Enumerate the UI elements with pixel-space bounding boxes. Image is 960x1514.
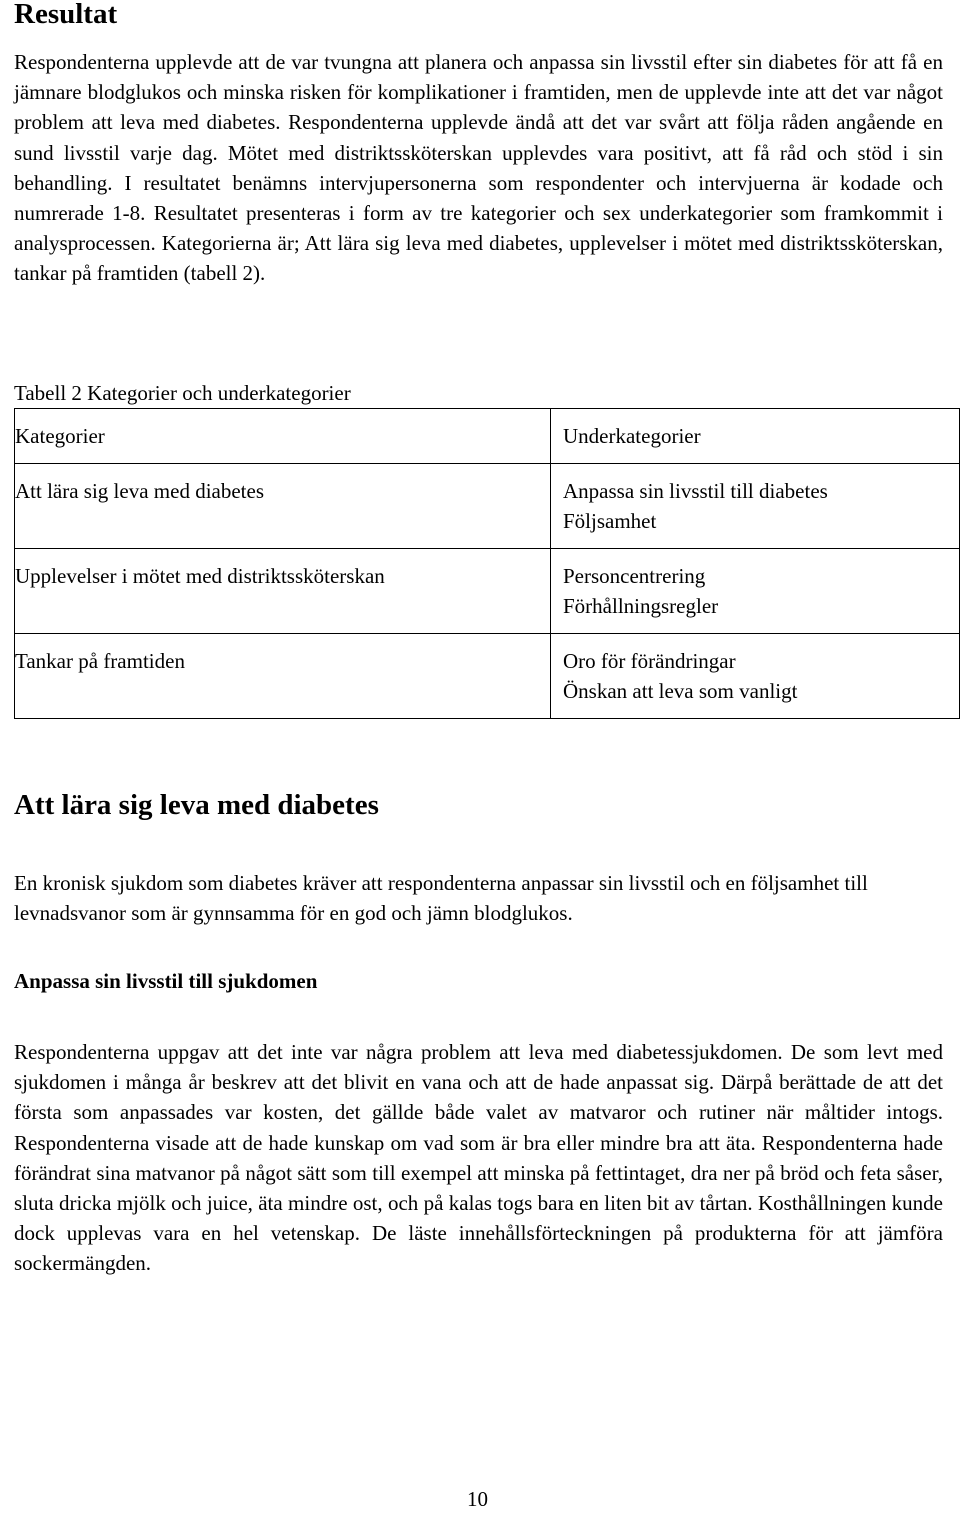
subcategory-item: Önskan att leva som vanligt (563, 679, 798, 703)
section-paragraph: En kronisk sjukdom som diabetes kräver att respondenterna anpassar sin livsstil och en följsamhet till levnadsvanor som är gynnsamma för en god och jämn blodglukos. (14, 871, 868, 926)
header-categories: Kategorier (15, 409, 551, 464)
table-row (15, 549, 960, 634)
section-heading: Att lära sig leva med diabetes (14, 789, 379, 821)
table-row (15, 464, 960, 549)
subcategory-item: Förhållningsregler (563, 594, 719, 618)
categories-table (14, 408, 960, 719)
category-cell: Upplevelser i mötet med distriktssköterskan (15, 549, 551, 634)
subcategory-item: Anpassa sin livsstil till diabetes (563, 479, 828, 503)
page-title: Resultat (14, 0, 118, 30)
subsection-heading: Anpassa sin livsstil till sjukdomen (14, 969, 318, 993)
intro-paragraph: Respondenterna upplevde att de var tvungna att planera och anpassa sin livsstil efter sin diabetes för att få en jämnare blodglukos och minska risken för komplikationer i framtiden, men de upplevde inte att det var något problem att leva med diabetes. Respondenterna upplevde ändå att det var svårt att följa råden angående en sund livsstil varje dag. Mötet med distriktssköterskan upplevdes vara positivt, att få råd och stöd i sin behandling. I resultatet benämns intervjupersonerna som respondenter och intervjuerna är kodade och numrerade 1-8. Resultatet presenteras i form av tre kategorier och sex underkategorier som framkommit i analysprocessen. Kategorierna är; Att lära sig leva med diabetes, upplevelser i mötet med distriktssköterskan, tankar på framtiden (tabell 2). (14, 50, 943, 286)
subcategory-item: Följsamhet (563, 509, 657, 533)
table-caption: Tabell 2 Kategorier och underkategorier (14, 381, 351, 405)
subcategory-cell (551, 549, 960, 634)
subcategory-cell (551, 464, 960, 549)
category-cell: Att lära sig leva med diabetes (15, 464, 551, 549)
subcategory-item: Oro för förändringar (563, 649, 736, 673)
subsection-paragraph: Respondenterna uppgav att det inte var några problem att leva med diabetessjukdomen. De som levt med sjukdomen i många år beskrev att det blivit en vana och att de hade anpassat sig. Därpå berättade de att det första som anpassades var kosten, det gällde både valet av matvaror och rutiner när måltider intogs. Respondenterna visade att de hade kunskap om vad som är bra eller mindre bra att äta. Respondenterna hade förändrat sina matvanor på något sätt som till exempel att minska på fettintaget, dra ner på bröd och feta såser, sluta dricka mjölk och juice, äta mindre ost, och på kalas togs bara en liten bit av tårtan. Kosthållningen kunde dock upplevas vara en hel vetenskap. De läste innehållsförteckningen på produkterna för att jämföra sockermängden. (14, 1040, 943, 1276)
subcategory-cell (551, 634, 960, 719)
subcategory-item: Personcentrering (563, 564, 706, 588)
page-number: 10 (467, 1487, 488, 1511)
table-row (15, 634, 960, 719)
table-header-row (15, 409, 960, 464)
header-subcategories: Underkategorier (551, 409, 960, 464)
category-cell: Tankar på framtiden (15, 634, 551, 719)
